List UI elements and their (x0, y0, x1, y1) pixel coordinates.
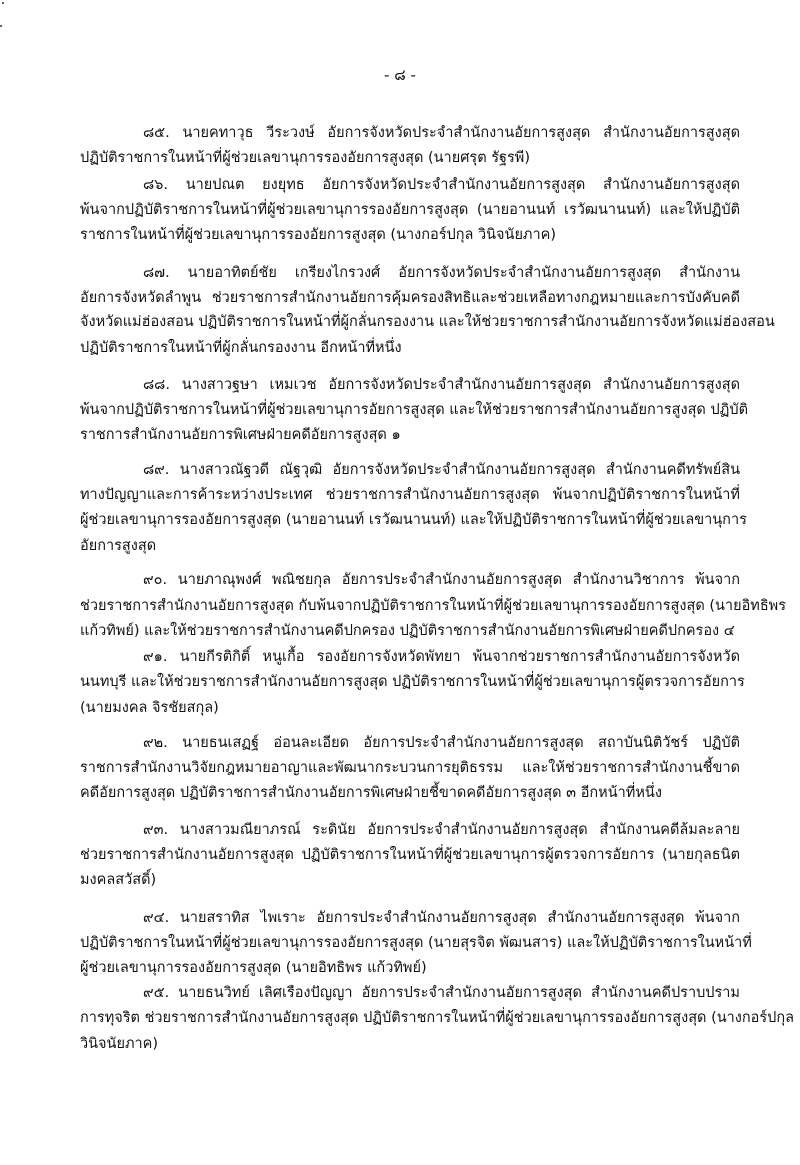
paragraph-line: วินิจนัยภาค) (80, 1036, 159, 1052)
paragraph-line: พ้นจากปฏิบัติราชการในหน้าที่ผู้ช่วยเลขานุการอัยการสูงสุด และให้ช่วยราชการสำนักงานอัยการสูงสุด ปฏิบัติ (80, 402, 749, 418)
paragraph-line: ผู้ช่วยเลขานุการรองอัยการสูงสุด (นายอิทธิพร แก้วทิพย์) (80, 960, 427, 976)
paragraph-line: มงคลสวัสดิ์) (80, 872, 157, 888)
paragraph-item-line: ๘๖. นายปณต ยงยุทธ อัยการจังหวัดประจำสำนักงานอัยการสูงสุด สำนักงานอัยการสูงสุด (143, 177, 740, 193)
paragraph-line: ราชการในหน้าที่ผู้ช่วยเลขานุการรองอัยการสูงสุด (นางกอร์ปกุล วินิจนัยภาค) (80, 227, 556, 243)
paragraph-line: ช่วยราชการสำนักงานอัยการสูงสุด ปฏิบัติราชการในหน้าที่ผู้ช่วยเลขานุการผู้ตรวจการอัยการ (นายกุลธนิต (80, 847, 740, 863)
paragraph-item-line: ๙๓. นางสาวมณียาภรณ์ ระดินัย อัยการประจำสำนักงานอัยการสูงสุด สำนักงานคดีล้มละลาย (143, 822, 740, 838)
paragraph-line: พ้นจากปฏิบัติราชการในหน้าที่ผู้ช่วยเลขานุการรองอัยการสูงสุด (นายอานนท์ เรวัฒนานนท์) และให้ปฏิบัติ (80, 202, 740, 218)
paragraph-item-line: ๘๘. นางสาวฐษา เหมเวช อัยการจังหวัดประจำสำนักงานอัยการสูงสุด สำนักงานอัยการสูงสุด (143, 377, 740, 393)
scan-mark (0, 25, 2, 27)
paragraph-item-line: ๙๐. นายภาณุพงศ์ พณิชยกุล อัยการประจำสำนักงานอัยการสูงสุด สำนักงานวิชาการ พ้นจาก (143, 572, 740, 588)
paragraph-line: นนทบุรี และให้ช่วยราชการสำนักงานอัยการสูงสุด ปฏิบัติราชการในหน้าที่ผู้ช่วยเลขานุการผู้ตรวจการอัยการ (80, 674, 745, 690)
paragraph-item-line: ๙๒. นายธนเสฏฐ์ อ่อนละเอียด อัยการประจำสำนักงานอัยการสูงสุด สถาบันนิติวัชร์ ปฏิบัติ (143, 735, 740, 751)
paragraph-line: ทางปัญญาและการค้าระหว่างประเทศ ช่วยราชการสำนักงานอัยการสูงสุด พ้นจากปฏิบัติราชการในหน้าที่ (80, 487, 740, 503)
page-number: - ๘ - (384, 66, 416, 84)
paragraph-item-line: ๙๔. นายสราทิส ไพเราะ อัยการประจำสำนักงานอัยการสูงสุด สำนักงานอัยการสูงสุด พ้นจาก (143, 910, 740, 926)
paragraph-item-line: ๘๗. นายอาทิตย์ชัย เกรียงไกรวงศ์ อัยการจังหวัดประจำสำนักงานอัยการสูงสุด สำนักงาน (143, 265, 740, 281)
paragraph-line: การทุจริต ช่วยราชการสำนักงานอัยการสูงสุด ปฏิบัติราชการในหน้าที่ผู้ช่วยเลขานุการรองอัยการสูงสุด (นางกอร์ปกุล (80, 1010, 795, 1026)
paragraph-item-line: ๘๕. นายคทาวุธ วีระวงษ์ อัยการจังหวัดประจำสำนักงานอัยการสูงสุด สำนักงานอัยการสูงสุด (143, 125, 740, 141)
paragraph-item-line: ๙๑. นายกีรติกิติ์ หนูเกื้อ รองอัยการจังหวัดพัทยา พ้นจากช่วยราชการสำนักงานอัยการจังหวัด (143, 649, 740, 665)
paragraph-line: ราชการสำนักงานวิจัยกฎหมายอาญาและพัฒนากระบวนการยุติธรรม และให้ช่วยราชการสำนักงานชี้ขาด (80, 760, 740, 776)
paragraph-item-line: ๘๙. นางสาวณัฐวดี ณัฐวุฒิ อัยการจังหวัดประจำสำนักงานอัยการสูงสุด สำนักงานคดีทรัพย์สิน (143, 462, 740, 478)
scan-mark (2, 2, 4, 4)
paragraph-line: ปฏิบัติราชการในหน้าที่ผู้กลั่นกรองงาน อีกหน้าที่หนึ่ง (80, 340, 402, 356)
paragraph-line: แก้วทิพย์) และให้ช่วยราชการสำนักงานคดีปกครอง ปฏิบัติราชการสำนักงานอัยการพิเศษฝ่ายคดีปกครอง ๔ (80, 623, 735, 639)
paragraph-line: คดีอัยการสูงสุด ปฏิบัติราชการสำนักงานอัยการพิเศษฝ่ายชี้ขาดคดีอัยการสูงสุด ๓ อีกหน้าที่หนึ่ง (80, 785, 662, 801)
paragraph-line: อัยการจังหวัดลำพูน ช่วยราชการสำนักงานอัยการคุ้มครองสิทธิและช่วยเหลือทางกฎหมายและการบังคับคดี (80, 290, 740, 306)
paragraph-line: จังหวัดแม่ฮ่องสอน ปฏิบัติราชการในหน้าที่ผู้กลั่นกรองงาน และให้ช่วยราชการสำนักงานอัยการจังหวัดแม่ฮ่องสอน (80, 314, 775, 330)
paragraph-line: ราชการสำนักงานอัยการพิเศษฝ่ายคดีอัยการสูงสุด ๑ (80, 427, 401, 443)
paragraph-item-line: ๙๕. นายธนวิทย์ เลิศเรืองปัญญา อัยการประจำสำนักงานอัยการสูงสุด สำนักงานคดีปราบปราม (143, 985, 740, 1001)
paragraph-line: (นายมงคล จิรชัยสกุล) (80, 700, 219, 716)
paragraph-line: ปฏิบัติราชการในหน้าที่ผู้ช่วยเลขานุการรองอัยการสูงสุด (นายศรุต รัฐรพี) (80, 150, 531, 166)
paragraph-line: ปฏิบัติราชการในหน้าที่ผู้ช่วยเลขานุการรองอัยการสูงสุด (นายสุรจิต พัฒนสาร) และให้ปฏิบัติราชการในหน้าที่ (80, 935, 752, 951)
paragraph-line: ช่วยราชการสำนักงานอัยการสูงสุด กับพ้นจากปฏิบัติราชการในหน้าที่ผู้ช่วยเลขานุการรองอัยการสูงสุด (นายอิทธิพร (80, 598, 787, 614)
paragraph-line: อัยการสูงสุด (80, 538, 157, 554)
paragraph-line: ผู้ช่วยเลขานุการรองอัยการสูงสุด (นายอานนท์ เรวัฒนานนท์) และให้ปฏิบัติราชการในหน้าที่ผู้ช่วยเลขานุการ (80, 512, 747, 528)
